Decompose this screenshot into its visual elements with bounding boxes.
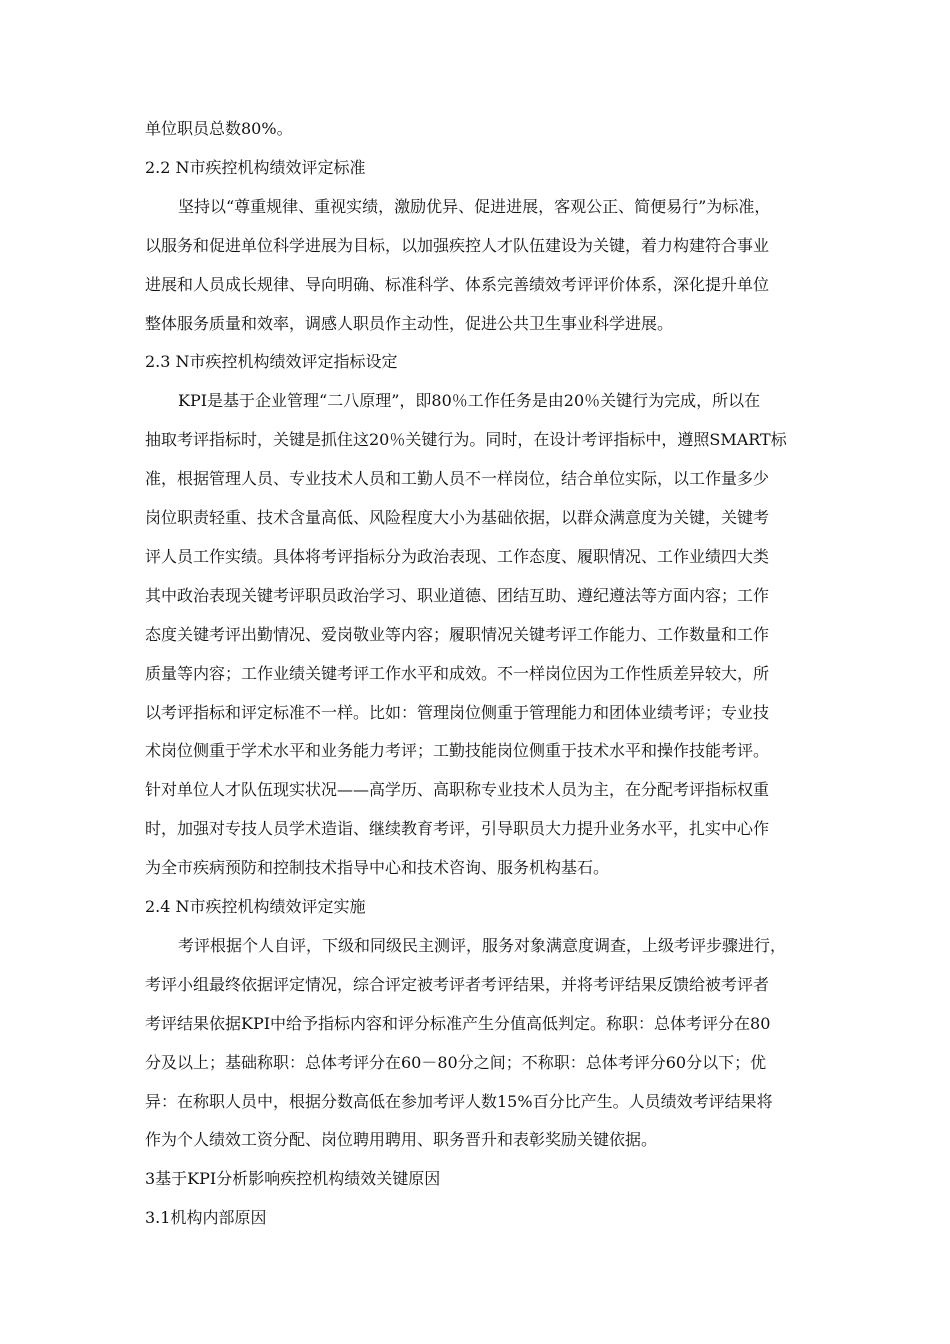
- paragraph-line: 整体服务质量和效率，调感人职员作主动性，促进公共卫生事业科学进展。: [145, 314, 674, 333]
- paragraph-line: 其中政治表现关键考评职员政治学习、职业道德、团结互助、遵纪遵法等方面内容；工作: [145, 586, 770, 605]
- paragraph-line: 术岗位侧重于学术水平和业务能力考评；工勤技能岗位侧重于技术水平和操作技能考评。: [145, 741, 770, 760]
- paragraph-line: 为全市疾病预防和控制技术指导中心和技术咨询、服务机构基石。: [145, 858, 610, 877]
- paragraph-line: 质量等内容；工作业绩关键考评工作水平和成效。不一样岗位因为工作性质差异较大，所: [145, 664, 770, 683]
- paragraph-line: 考评结果依据KPI中给予指标内容和评分标准产生分值高低判定。称职：总体考评分在80: [145, 1014, 771, 1033]
- paragraph-line: 单位职员总数80%。: [145, 119, 293, 138]
- section-heading: 2.2 N市疾控机构绩效评定标准: [145, 158, 366, 177]
- section-heading: 2.3 N市疾控机构绩效评定指标设定: [145, 352, 398, 371]
- paragraph-first-line: 考评根据个人自评，下级和同级民主测评，服务对象满意度调查，上级考评步骤进行，: [178, 936, 787, 955]
- paragraph-line: 进展和人员成长规律、导向明确、标准科学、体系完善绩效考评评价体系，深化提升单位: [145, 275, 770, 294]
- paragraph-line: 岗位职责轻重、技术含量高低、风险程度大小为基础依据，以群众满意度为关键，关键考: [145, 508, 770, 527]
- paragraph-line: 异：在称职人员中，根据分数高低在参加考评人数15%百分比产生。人员绩效考评结果将: [145, 1092, 773, 1111]
- paragraph-line: 抽取考评指标时，关键是抓住这20％关键行为。同时，在设计考评指标中，遵照SMART标: [145, 430, 787, 449]
- section-heading: 3.1机构内部原因: [145, 1208, 267, 1227]
- paragraph-first-line: 坚持以“尊重规律、重视实绩，激励优异、促进进展，客观公正、简便易行”为标准，: [178, 197, 771, 216]
- paragraph-line: 作为个人绩效工资分配、岗位聘用聘用、职务晋升和表彰奖励关键依据。: [145, 1130, 658, 1149]
- paragraph-line: 以考评指标和评定标准不一样。比如：管理岗位侧重于管理能力和团体业绩考评；专业技: [145, 703, 770, 722]
- paragraph-first-line: KPI是基于企业管理“二八原理”，即80％工作任务是由20％关键行为完成，所以在: [178, 391, 761, 410]
- section-heading: 3基于KPI分析影响疾控机构绩效关键原因: [145, 1169, 441, 1188]
- paragraph-line: 分及以上；基础称职：总体考评分在60－80分之间；不称职：总体考评分60分以下；优: [145, 1053, 767, 1072]
- section-heading: 2.4 N市疾控机构绩效评定实施: [145, 897, 366, 916]
- paragraph-line: 评人员工作实绩。具体将考评指标分为政治表现、工作态度、履职情况、工作业绩四大类: [145, 547, 770, 566]
- paragraph-line: 针对单位人才队伍现实状况——高学历、高职称专业技术人员为主，在分配考评指标权重: [145, 780, 770, 799]
- paragraph-line: 以服务和促进单位科学进展为目标，以加强疾控人才队伍建设为关键，着力构建符合事业: [145, 236, 770, 255]
- paragraph-line: 时，加强对专技人员学术造诣、继续教育考评，引导职员大力提升业务水平，扎实中心作: [145, 819, 770, 838]
- paragraph-line: 态度关键考评出勤情况、爱岗敬业等内容；履职情况关键考评工作能力、工作数量和工作: [145, 625, 770, 644]
- paragraph-line: 准，根据管理人员、专业技术人员和工勤人员不一样岗位，结合单位实际，以工作量多少: [145, 469, 770, 488]
- paragraph-line: 考评小组最终依据评定情况，综合评定被考评者考评结果，并将考评结果反馈给被考评者: [145, 975, 770, 994]
